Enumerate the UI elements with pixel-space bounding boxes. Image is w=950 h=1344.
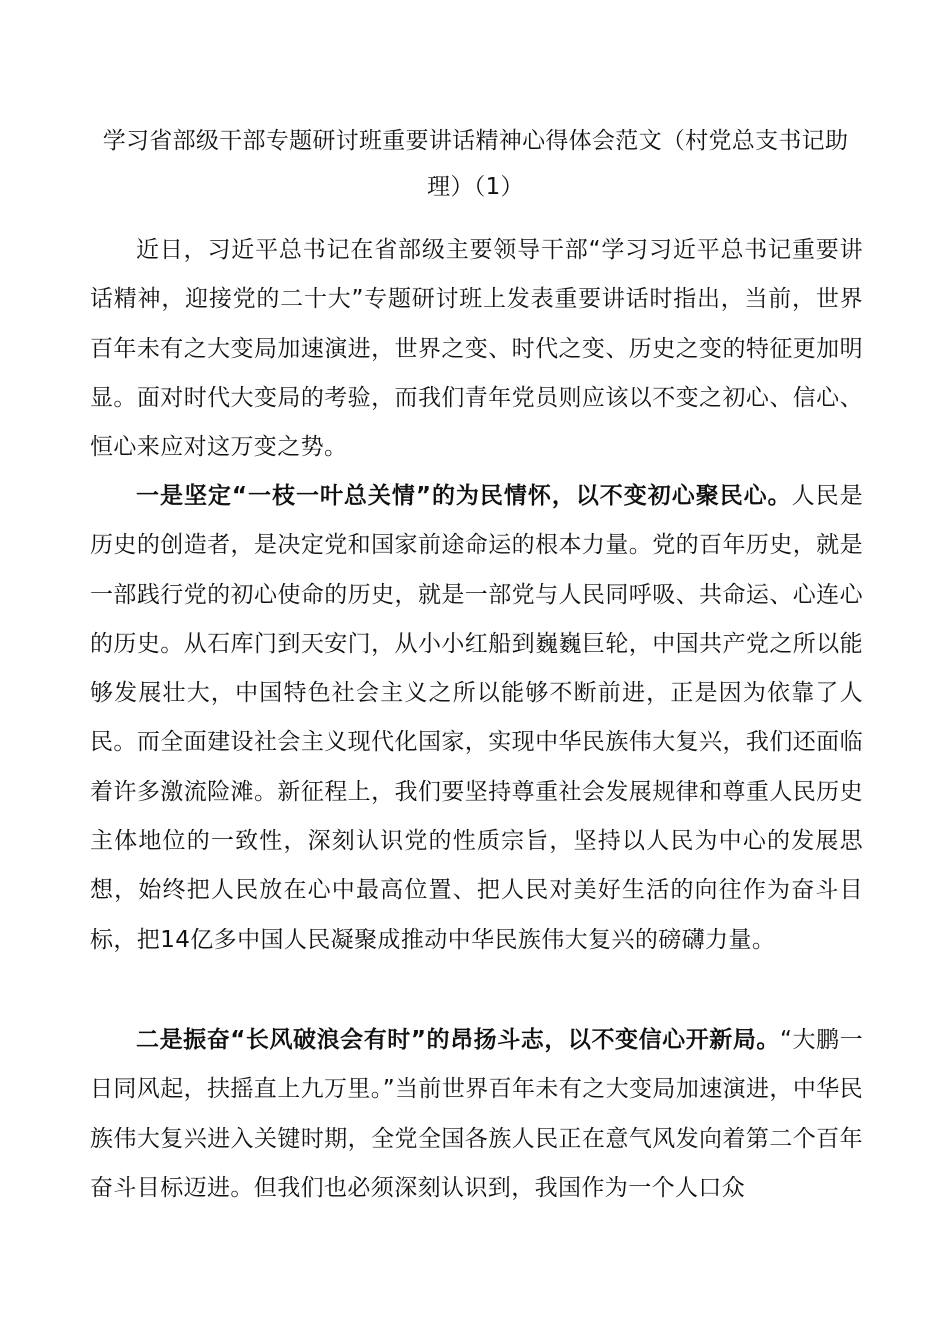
- paragraph-body: 近日，习近平总书记在省部级主要领导干部“学习习近平总书记重要讲话精神，迎接党的二十大”专题研讨班上发表重要讲话时指出，当前，世界百年未有之大变局加速演进，世界之变、时代之变、历史之变的特征更加明显。面对时代大变局的考验，而我们青年党员则应该以不变之初心、信心、恒心来应对这万变之势。: [90, 237, 863, 461]
- paragraph-body: “大鹏一日同风起，扶摇直上九万里。”当前世界百年未有之大变局加速演进，中华民族伟大复兴进入关键时期，全党全国各族人民正在意气风发向着第二个百年奋斗目标迈进。但我们也必须深刻认识到，我国作为一个人口众: [90, 1027, 864, 1201]
- paragraph-intro: [90, 226, 863, 472]
- paragraph-point-two: [90, 1016, 863, 1213]
- paragraph-lead: 一是坚定“一枝一叶总关情”的为民情怀，以不变初心聚民心。: [136, 483, 792, 509]
- paragraph-point-one: [90, 472, 863, 965]
- document-title: 学习省部级干部专题研讨班重要讲话精神心得体会范文（村党总支书记助理）（1）: [102, 128, 849, 200]
- paragraph-lead: 二是振奋“长风破浪会有时”的昂扬斗志，以不变信心开新局。: [136, 1027, 780, 1053]
- paragraph-body: 人民是历史的创造者，是决定党和国家前途命运的根本力量。党的百年历史，就是一部践行党的初心使命的历史，就是一部党与人民同呼吸、共命运、心连心的历史。从石库门到天安门，从小小红船到巍巍巨轮，中国共产党之所以能够发展壮大，中国特色社会主义之所以能够不断前进，正是因为依靠了人民。而全面建设社会主义现代化国家，实现中华民族伟大复兴，我们还面临着许多激流险滩。新征程上，我们要坚持尊重社会发展规律和尊重人民历史主体地位的一致性，深刻认识党的性质宗旨，坚持以人民为中心的发展思想，始终把人民放在心中最高位置、把人民对美好生活的向往作为奋斗目标，把14亿多中国人民凝聚成推动中华民族伟大复兴的磅礴力量。: [90, 483, 863, 953]
